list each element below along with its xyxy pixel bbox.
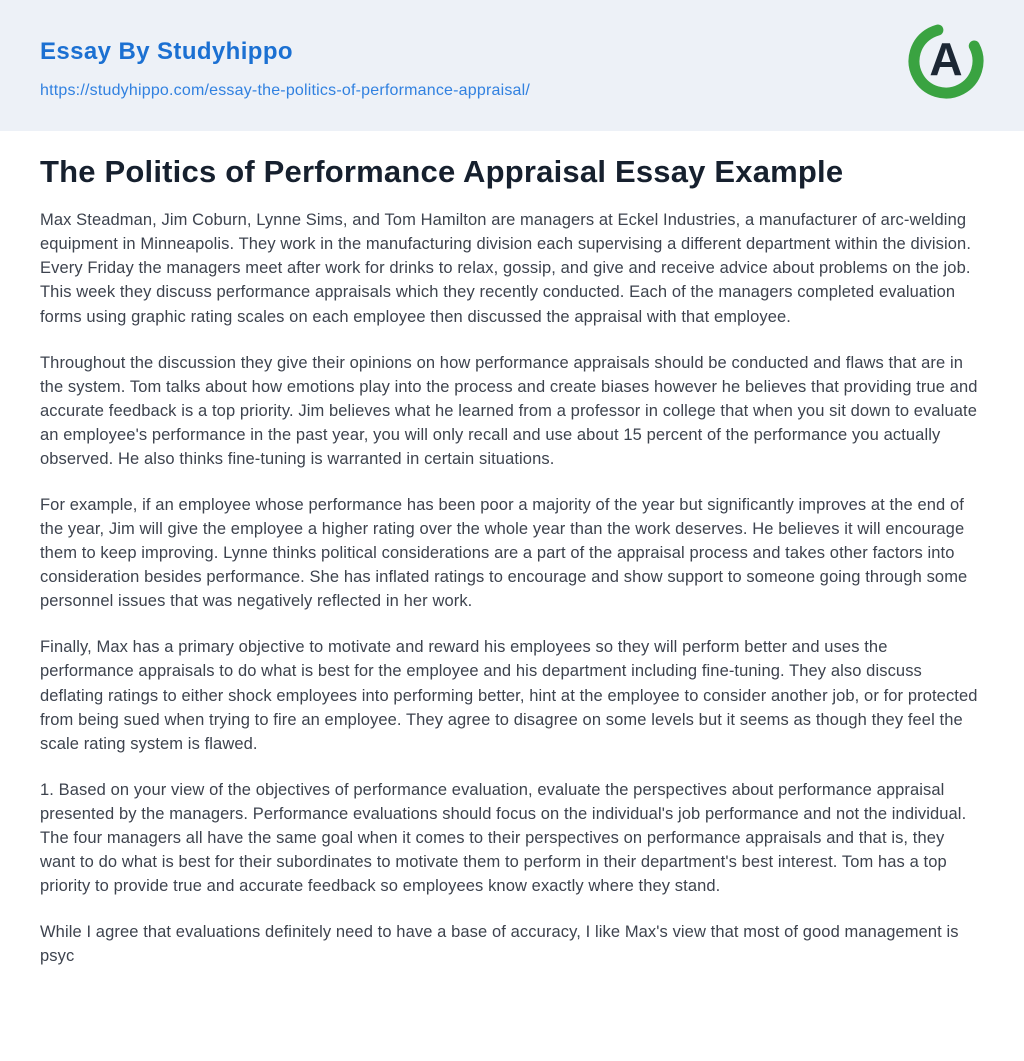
paragraph-3: For example, if an employee whose performance has been poor a majority of the year but significantly improves at the end of the year, Jim will give the employee a higher rating over the whole year than the work deserves. He believes it will encourage them to keep improving. Lynne thinks political considerations are a part of the appraisal process and takes other factors into consideration besides performance. She has inflated ratings to encourage and show support to someone going through some personnel issues that was negatively reflected in her work. <box>40 495 968 611</box>
paragraph-5: 1. Based on your view of the objectives of performance evaluation, evaluate the perspectives about performance appraisal presented by the managers. Performance evaluations should focus on the individual's job performance and not the individual. The four managers all have the same goal when it comes to their perspectives on performance appraisals and that is, they want to do what is best for their subordinates to motivate them to perform in their department's best interest. Tom has a top priority to provide true and accurate feedback so employees know exactly where they stand. <box>40 780 967 896</box>
site-title: Essay By Studyhippo <box>40 38 293 65</box>
paragraph-1: Max Steadman, Jim Coburn, Lynne Sims, and Tom Hamilton are managers at Eckel Industries, a manufacturer of arc-welding equipment in Minneapolis. They work in the manufacturing division each supervising a different department within the division. Every Friday the managers meet after work for drinks to relax, gossip, and give and receive advice about problems on the job. This week they discuss performance appraisals which they recently conducted. Each of the managers completed evaluation forms using graphic rating scales on each employee then discussed the appraisal with that employee. <box>40 211 971 326</box>
logo-letter: A <box>929 33 963 86</box>
page-url-link[interactable]: https://studyhippo.com/essay-the-politics-of-performance-appraisal/ <box>40 82 531 99</box>
paragraph-6: While I agree that evaluations definitely need to have a base of accuracy, I like Max's view that most of good management is psyc <box>40 923 959 966</box>
studyhippo-logo <box>907 22 985 100</box>
paragraph-2: Throughout the discussion they give their opinions on how performance appraisals should be conducted and flaws that are in the system. Tom talks about how emotions play into the process and create biases however he believes that providing true and accurate feedback is a top priority. Jim believes what he learned from a professor in college that when you sit down to evaluate an employee's performance in the past year, you will only recall and use about 15 percent of the performance you actually observed. He also thinks fine-tuning is warranted in certain situations. <box>40 353 978 468</box>
page-header <box>0 0 1024 131</box>
article <box>0 131 1024 968</box>
paragraph-4: Finally, Max has a primary objective to motivate and reward his employees so they will perform better and uses the performance appraisals to do what is best for the employee and his department including fine-tuning. They also discuss deflating ratings to either shock employees into performing better, hint at the employee to consider another job, or for protected from being sued when trying to fire an employee. They agree to disagree on some levels but it seems as though they feel the scale rating system is flawed. <box>40 638 978 753</box>
article-title: The Politics of Performance Appraisal Essay Example <box>40 154 844 189</box>
